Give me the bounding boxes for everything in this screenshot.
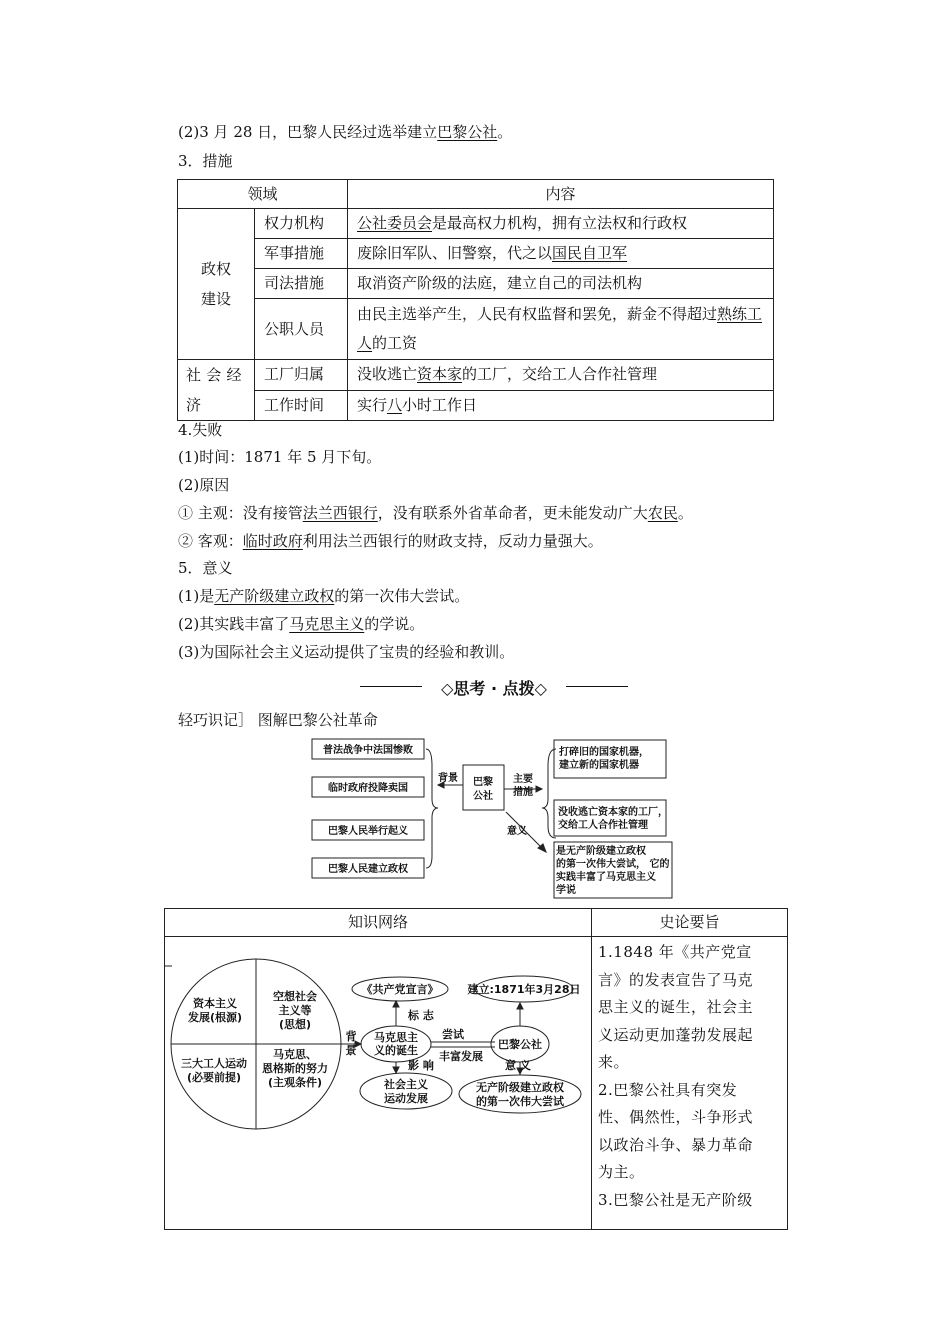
network-diagram-cell	[165, 937, 592, 1230]
svg-text:学说: 学说	[556, 885, 576, 896]
row-content: 实行八小时工作日	[348, 390, 774, 421]
svg-text:主要: 主要	[513, 774, 533, 785]
svg-text:马克思主: 马克思主	[374, 1031, 418, 1044]
row-sub: 司法措施	[255, 269, 348, 299]
svg-text:空想社会: 空想社会	[273, 990, 317, 1003]
col-header-points: 史论要旨	[592, 909, 788, 937]
svg-text:建立:1871年3月28日: 建立:1871年3月28日	[467, 983, 581, 996]
svg-text:义的诞生: 义的诞生	[374, 1044, 418, 1057]
svg-text:运动发展: 运动发展	[384, 1092, 428, 1105]
svg-text:(思想): (思想)	[278, 1018, 312, 1031]
measures-table	[177, 179, 774, 421]
svg-text:资本主义: 资本主义	[193, 997, 237, 1010]
paris-commune-diagram	[300, 736, 680, 902]
col-header-field: 领域	[178, 180, 348, 209]
svg-text:是无产阶级建立政权: 是无产阶级建立政权	[556, 846, 646, 857]
svg-text:打碎旧的国家机器，: 打碎旧的国家机器，	[559, 747, 649, 758]
svg-text:《共产党宣言》: 《共产党宣言》	[361, 983, 439, 996]
significance-item-2: (2)其实践丰富了马克思主义的学说。	[178, 615, 425, 633]
svg-text:丰富发展: 丰富发展	[439, 1050, 483, 1063]
failure-heading: 4.失败	[178, 421, 223, 439]
right-box-1	[554, 740, 666, 778]
svg-text:恩格斯的努力: 恩格斯的努力	[262, 1062, 328, 1075]
svg-text:(主观条件): (主观条件)	[267, 1076, 323, 1089]
svg-text:背景: 背景	[438, 773, 458, 784]
svg-text:影 响: 影 响	[408, 1059, 434, 1072]
row-content: 公社委员会是最高权力机构，拥有立法权和行政权	[348, 209, 774, 239]
group-political: 政权建设	[178, 209, 255, 360]
network-diagram	[165, 937, 592, 1229]
svg-text:无产阶级建立政权: 无产阶级建立政权	[476, 1081, 564, 1094]
banner-rule-right	[566, 686, 628, 687]
row-content: 废除旧军队、旧警察，代之以国民自卫军	[348, 239, 774, 269]
failure-objective: ② 客观：临时政府利用法兰西银行的财政支持，反动力量强大。	[178, 532, 603, 550]
row-content: 没收逃亡资本家的工厂，交给工人合作社管理	[348, 360, 774, 391]
key-points: 1.1848 年《共产党宣 言》的发表宣告了马克 思主义的诞生，社会主 义运动更加蓬勃发展起 来。 2.巴黎公社具有突发 性、偶然性，斗争形式 以政治斗争、暴力革命 为主。 3.巴黎公社是无产阶级	[598, 943, 754, 1209]
measures-heading: 3．措施	[178, 152, 233, 170]
svg-text:意 义: 意 义	[505, 1059, 531, 1072]
bg-brace	[426, 749, 438, 868]
svg-text:意义: 意义	[507, 826, 527, 837]
memory-title: 轻巧识记］ 图解巴黎公社革命	[178, 711, 378, 729]
knowledge-table	[164, 908, 788, 1230]
key-points-cell	[592, 937, 788, 1230]
svg-text:景: 景	[345, 1044, 357, 1057]
failure-reason-title: (2)原因	[178, 476, 230, 494]
svg-text:巴黎公社: 巴黎公社	[498, 1038, 542, 1051]
svg-text:没收逃亡资本家的工厂，: 没收逃亡资本家的工厂，	[558, 807, 668, 818]
svg-text:(必要前提): (必要前提)	[186, 1071, 242, 1084]
think-banner: ◇思考 · 点拨◇	[360, 676, 628, 698]
significance-heading: 5．意义	[178, 559, 233, 577]
svg-text:巴黎: 巴黎	[473, 777, 493, 788]
svg-text:交给工人合作社管理: 交给工人合作社管理	[558, 820, 648, 831]
svg-text:主义等: 主义等	[278, 1004, 312, 1017]
significance-item-1: (1)是无产阶级建立政权的第一次伟大尝试。	[178, 587, 470, 605]
row-sub: 工作时间	[255, 390, 348, 421]
group-social: 社会经济	[178, 360, 255, 421]
row-content: 由民主选举产生，人民有权监督和罢免，薪金不得超过熟练工人的工资	[348, 299, 774, 360]
svg-text:标 志: 标 志	[408, 1009, 434, 1022]
failure-subjective: ① 主观：没有接管法兰西银行，没有联系外省革命者，更未能发动广大农民。	[178, 504, 693, 522]
svg-text:的第一次伟大尝试: 的第一次伟大尝试	[476, 1095, 564, 1108]
svg-text:的第一次伟大尝试， 它的: 的第一次伟大尝试， 它的	[556, 859, 670, 870]
row-sub: 工厂归属	[255, 360, 348, 391]
row-sub: 公职人员	[255, 299, 348, 360]
svg-text:社会主义: 社会主义	[384, 1078, 428, 1091]
significance-item-3: (3)为国际社会主义运动提供了宝贵的经验和教训。	[178, 643, 515, 661]
svg-text:发展(根源): 发展(根源)	[187, 1011, 243, 1024]
failure-time: (1)时间：1871 年 5 月下旬。	[178, 448, 382, 466]
row-content: 取消资产阶级的法庭，建立自己的司法机构	[348, 269, 774, 299]
svg-text:实践丰富了马克思主义: 实践丰富了马克思主义	[556, 872, 656, 883]
row-sub: 权力机构	[255, 209, 348, 239]
svg-text:巴黎人民建立政权: 巴黎人民建立政权	[328, 864, 408, 875]
svg-text:普法战争中法国惨败: 普法战争中法国惨败	[323, 745, 413, 756]
svg-text:背: 背	[345, 1030, 357, 1043]
row-sub: 军事措施	[255, 239, 348, 269]
svg-text:临时政府投降卖国: 临时政府投降卖国	[328, 783, 408, 794]
col-header-network: 知识网络	[165, 909, 592, 937]
svg-text:建立新的国家机器: 建立新的国家机器	[559, 760, 639, 771]
col-header-content: 内容	[348, 180, 774, 209]
svg-text:措施: 措施	[513, 787, 533, 798]
svg-text:巴黎人民举行起义: 巴黎人民举行起义	[328, 826, 408, 837]
svg-text:马克思、: 马克思、	[273, 1048, 317, 1061]
svg-text:尝试: 尝试	[442, 1028, 464, 1041]
intro-line: (2)3 月 28 日，巴黎人民经过选举建立巴黎公社。	[178, 123, 513, 141]
svg-text:公社: 公社	[473, 791, 493, 802]
svg-text:三大工人运动: 三大工人运动	[181, 1057, 247, 1070]
